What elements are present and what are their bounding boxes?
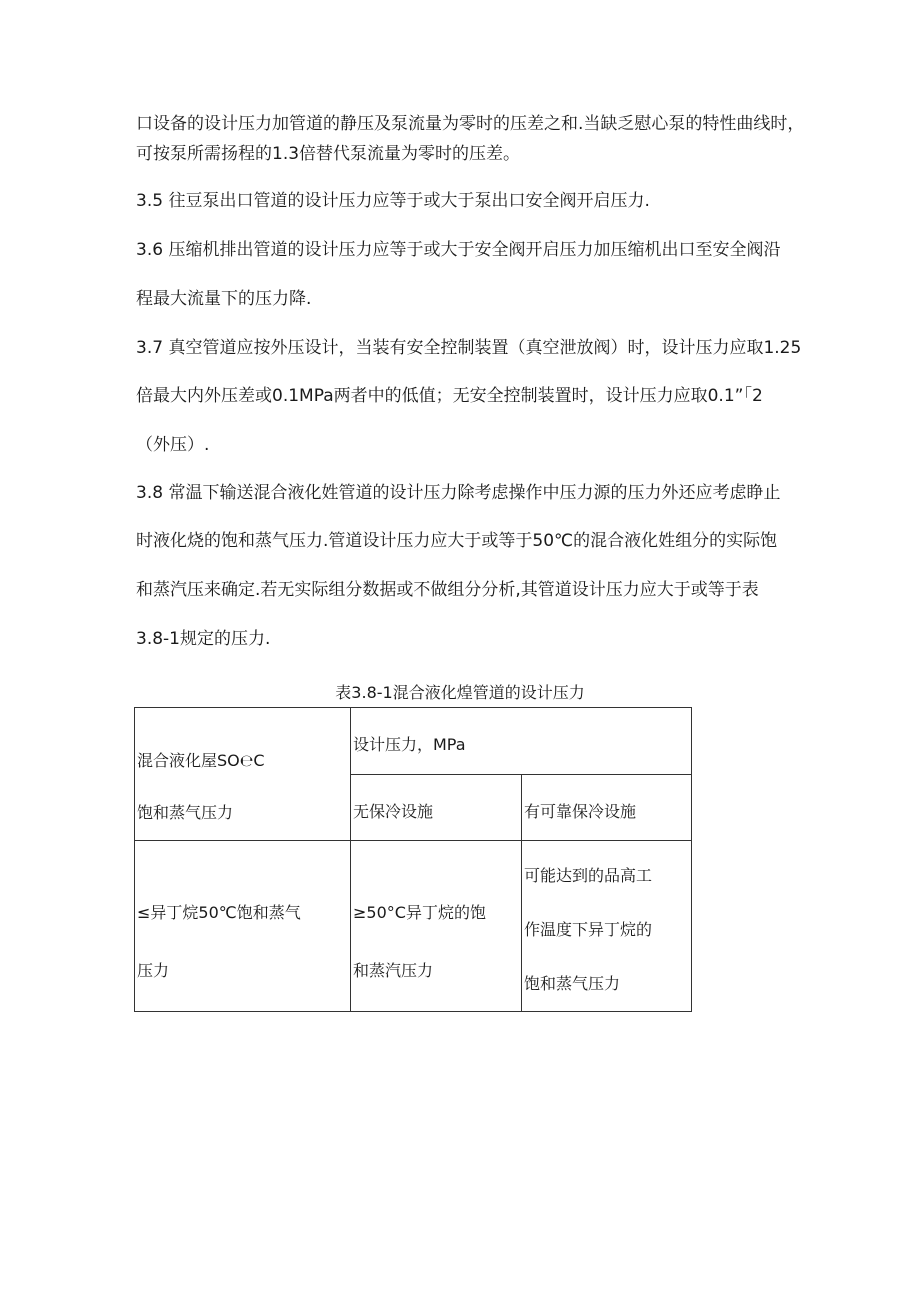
paragraph-line: 口设备的设计压力加管道的静压及泵流量为零时的压差之和.当缺乏慰心泵的特性曲线时， — [136, 114, 805, 134]
table-caption: 表3.8-1混合液化煌管道的设计压力 — [335, 683, 585, 702]
paragraph-line: 倍最大内外压差或0.1MPa两者中的低值；无安全控制装置时，设计压力应取0.1”「2 — [136, 386, 763, 406]
header-left-line: 混合液化屋SO℮C — [137, 751, 265, 770]
paragraph-line: 3.6 压缩机排出管道的设计压力应等于或大于安全阀开启压力加压缩机出口至安全阀沿 — [136, 240, 781, 260]
paragraph-line: 3.8-1规定的压力. — [136, 629, 271, 649]
row-right-line: 饱和蒸气压力 — [524, 974, 621, 993]
row-middle-line: ≥50°C异丁烷的饱 — [353, 903, 486, 922]
sub-header-no-cooling — [351, 775, 522, 841]
header-group-label: 设计压力，MPa — [353, 735, 466, 754]
header-left-line: 饱和蒸气压力 — [137, 803, 234, 822]
header-left-cell — [135, 708, 351, 841]
row-right-line: 可能达到的品高工 — [524, 866, 653, 885]
design-pressure-table — [134, 707, 692, 1012]
paragraph-line: （外压）. — [136, 435, 210, 455]
row-right-line: 作温度下异丁烷的 — [524, 920, 653, 939]
sub-header-no-cooling-label: 无保冷设施 — [353, 802, 434, 821]
header-group-cell — [351, 708, 692, 775]
paragraph-line: 时液化烧的饱和蒸气压力.管道设计压力应大于或等于50℃的混合液化姓组分的实际饱 — [136, 531, 778, 551]
paragraph-line: 可按泵所需扬程的1.3倍替代泵流量为零时的压差。 — [136, 144, 521, 164]
row-left-cell — [135, 841, 351, 1012]
paragraph-line: 3.5 往豆泵出口管道的设计压力应等于或大于泵出口安全阀开启压力. — [136, 191, 650, 211]
paragraph-line: 3.8 常温下输送混合液化姓管道的设计压力除考虑操作中压力源的压力外还应考虑睁止 — [136, 483, 781, 503]
row-left-line: 压力 — [137, 961, 170, 980]
row-left-line: ≤异丁烷50℃饱和蒸气 — [137, 903, 301, 922]
sub-header-cooling — [522, 775, 692, 841]
paragraph-line: 程最大流量下的压力降. — [136, 289, 312, 309]
paragraph-line: 3.7 真空管道应按外压设计，当装有安全控制装置（真空泄放阀）时，设计压力应取1.25 — [136, 338, 802, 358]
row-middle-cell — [351, 841, 522, 1012]
sub-header-cooling-label: 有可靠保冷设施 — [524, 802, 637, 821]
row-right-cell — [522, 841, 692, 1012]
paragraph-line: 和蒸汽压来确定.若无实际组分数据或不做组分分析,其管道设计压力应大于或等于表 — [136, 580, 759, 600]
row-middle-line: 和蒸汽压力 — [353, 961, 434, 980]
